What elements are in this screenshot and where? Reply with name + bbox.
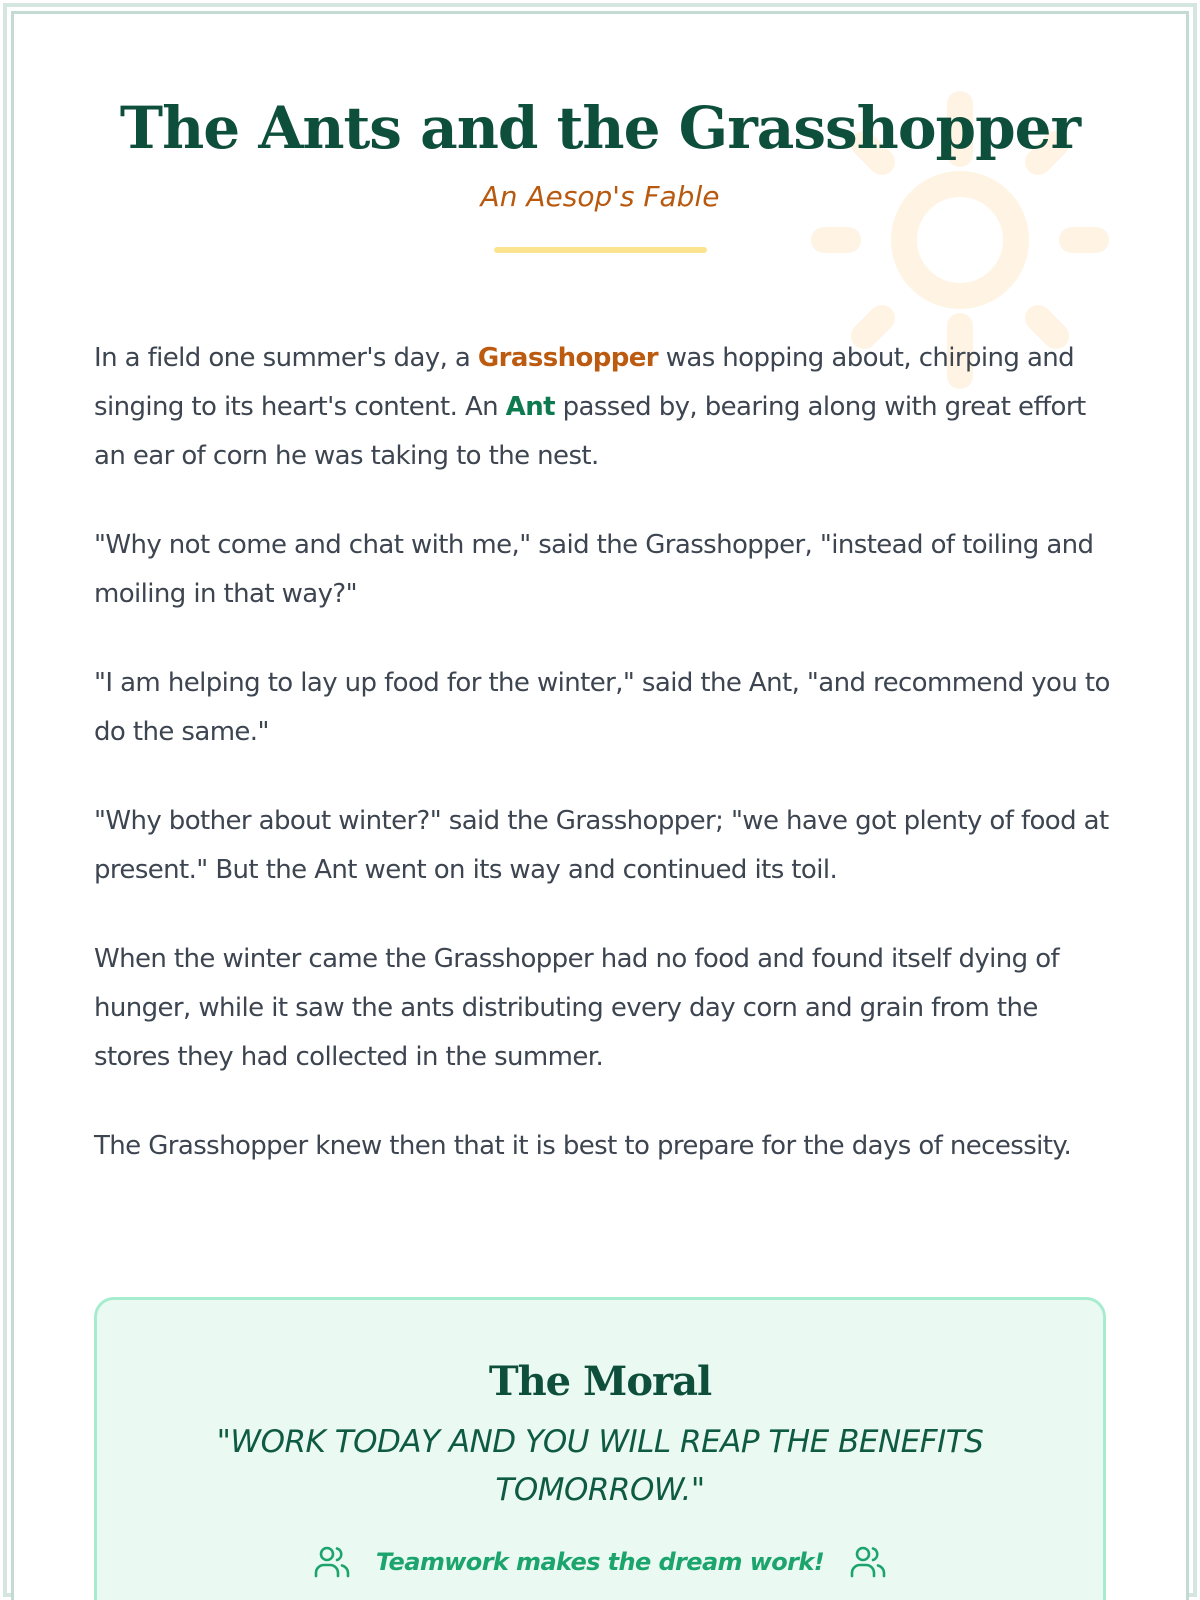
- story-paragraph-3: "I am helping to lay up food for the winter," said the Ant, "and recommend you to do the same.": [94, 668, 1110, 747]
- story-paragraph-1: [94, 334, 1112, 481]
- tagline: Teamwork makes the dream work!: [375, 1548, 825, 1576]
- moral-title: The Moral: [488, 1358, 712, 1405]
- grasshopper-highlight: Grasshopper: [477, 343, 659, 373]
- story-paragraph-4: "Why bother about winter?" said the Grasshopper; "we have got plenty of food at present." But the Ant went on its way and continued its toil.: [94, 806, 1109, 885]
- story-text: In a field one summer's day, a: [94, 343, 478, 373]
- page-title: The Ants and the Grasshopper: [119, 94, 1081, 162]
- moral-box: [94, 1297, 1106, 1600]
- moral-quote: "WORK TODAY AND YOU WILL REAP THE BENEFITS TOMORROW.": [216, 1424, 984, 1508]
- ant-highlight: Ant: [505, 392, 555, 422]
- page-subtitle: An Aesop's Fable: [480, 180, 720, 213]
- story-paragraph-6: The Grasshopper knew then that it is best to prepare for the days of necessity.: [94, 1131, 1072, 1161]
- title-divider: [494, 247, 707, 253]
- story-text: was hopping about, chirping and singing to its heart's content. An: [94, 343, 1075, 422]
- story-paragraph-2: "Why not come and chat with me," said the Grasshopper, "instead of toiling and moiling in that way?": [94, 530, 1094, 609]
- story-body: [94, 334, 1112, 1211]
- story-paragraph-5: When the winter came the Grasshopper had no food and found itself dying of hunger, while it saw the ants distributing every day corn and grain from the stores they had collected in the summer.: [94, 944, 1060, 1072]
- story-text: passed by, bearing along with great effort an ear of corn he was taking to the nest.: [94, 392, 1086, 471]
- people-icon: [312, 1542, 352, 1582]
- people-icon: [848, 1542, 888, 1582]
- tagline-row: [97, 1540, 1103, 1584]
